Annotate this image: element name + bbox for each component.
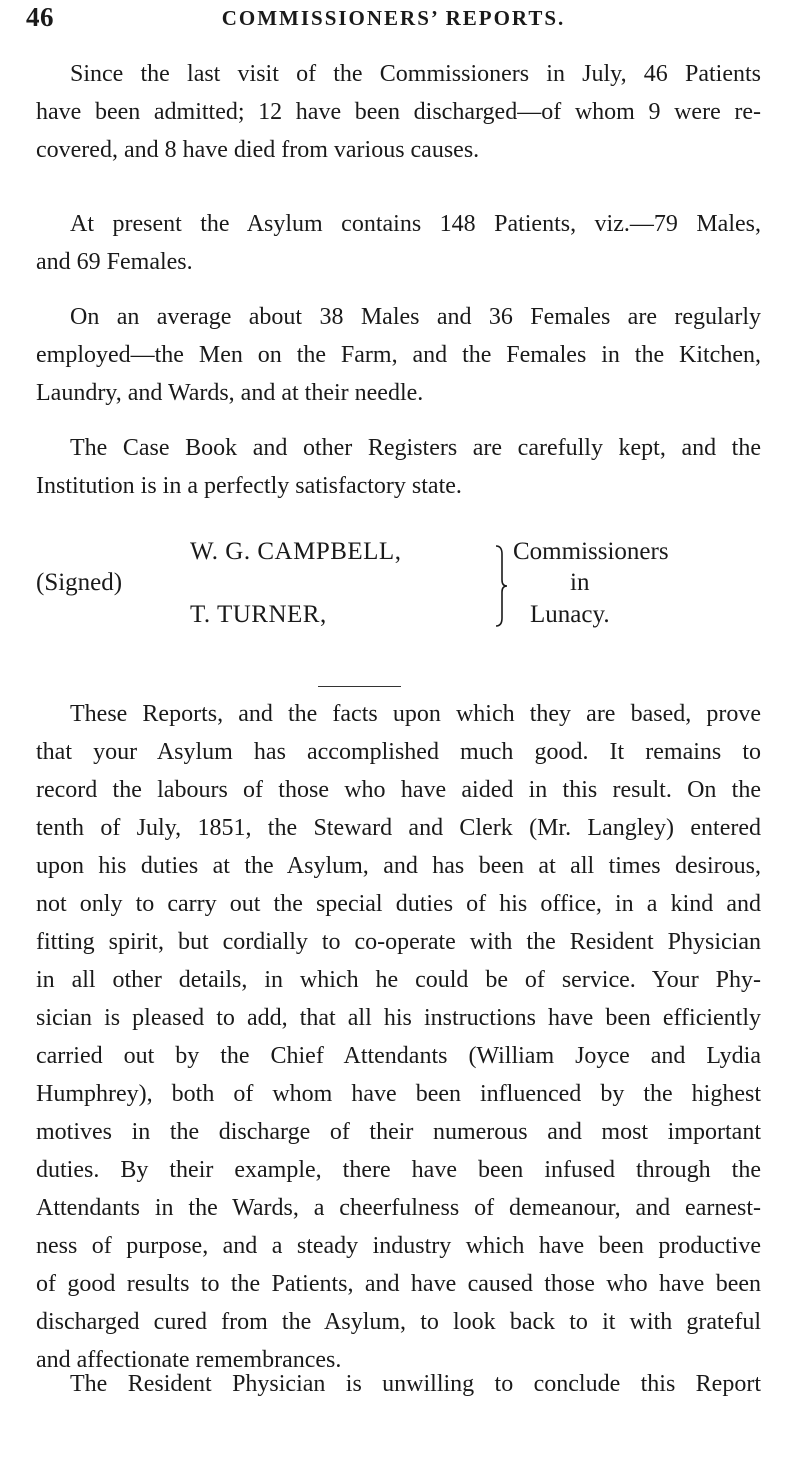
text-line: tenth of July, 1851, the Steward and Clerk (Mr. Langley) entered: [36, 815, 761, 841]
text-line: of good results to the Patients, and have caused those who have been: [36, 1271, 761, 1297]
text-line: and 69 Females.: [36, 249, 193, 275]
title-in: in: [570, 569, 590, 596]
paragraph-employment: [36, 298, 761, 412]
right-brace: [494, 544, 508, 628]
text-line: The Case Book and other Registers are carefully kept, and the: [70, 435, 761, 461]
text-line: have been admitted; 12 have been discharged—of whom 9 were re-: [36, 99, 761, 125]
signatory-campbell: W. G. CAMPBELL,: [190, 538, 402, 565]
text-line: These Reports, and the facts upon which they are based, prove: [70, 701, 761, 727]
text-line: Laundry, and Wards, and at their needle.: [36, 380, 424, 406]
title-lunacy: Lunacy.: [530, 601, 610, 628]
text-line: motives in the discharge of their numerous and most important: [36, 1119, 761, 1145]
signed-label: (Signed): [36, 569, 123, 596]
title-commissioners: Commissioners: [513, 538, 669, 565]
text-line: upon his duties at the Asylum, and has been at all times desirous,: [36, 853, 761, 879]
text-line: in all other details, in which he could be of service. Your Phy-: [36, 967, 761, 993]
text-line: Humphrey), both of whom have been influenced by the highest: [36, 1081, 761, 1107]
text-line: covered, and 8 have died from various causes.: [36, 137, 480, 163]
page-number: 46: [26, 2, 54, 32]
text-line: ness of purpose, and a steady industry which have been productive: [36, 1233, 761, 1259]
text-line: discharged cured from the Asylum, to look back to it with grateful: [36, 1309, 761, 1335]
text-line: not only to carry out the special duties of his office, in a kind and: [36, 891, 761, 917]
page-header: [26, 2, 761, 34]
paragraph-conclusion: [36, 1365, 761, 1403]
section-divider: [318, 686, 401, 687]
text-line: fitting spirit, but cordially to co-operate with the Resident Physician: [36, 929, 761, 955]
paragraph-patient-count: [36, 205, 761, 281]
running-head: COMMISSIONERS’ REPORTS.: [221, 6, 566, 30]
paragraph-registers: [36, 429, 761, 505]
text-line: that your Asylum has accomplished much good. It remains to: [36, 739, 761, 765]
text-line: Attendants in the Wards, a cheerfulness of demeanour, and earnest-: [36, 1195, 761, 1221]
signatory-turner: T. TURNER,: [190, 601, 327, 628]
text-line: On an average about 38 Males and 36 Females are regularly: [70, 304, 761, 330]
text-line: duties. By their example, there have been infused through the: [36, 1157, 761, 1183]
text-line: sician is pleased to add, that all his instructions have been efficiently: [36, 1005, 761, 1031]
paragraph-staff-acknowledgement: [36, 695, 761, 1379]
text-line: carried out by the Chief Attendants (William Joyce and Lydia: [36, 1043, 761, 1069]
text-line: At present the Asylum contains 148 Patients, viz.—79 Males,: [70, 211, 761, 237]
text-line: The Resident Physician is unwilling to conclude this Report: [70, 1371, 761, 1397]
text-line: employed—the Men on the Farm, and the Females in the Kitchen,: [36, 342, 761, 368]
text-line: Institution is in a perfectly satisfactory state.: [36, 473, 462, 499]
text-line: record the labours of those who have aided in this result. On the: [36, 777, 761, 803]
text-line: and affectionate remembrances.: [36, 1347, 342, 1373]
text-line: Since the last visit of the Commissioners in July, 46 Patients: [70, 61, 761, 87]
paragraph-admissions: [36, 55, 761, 169]
